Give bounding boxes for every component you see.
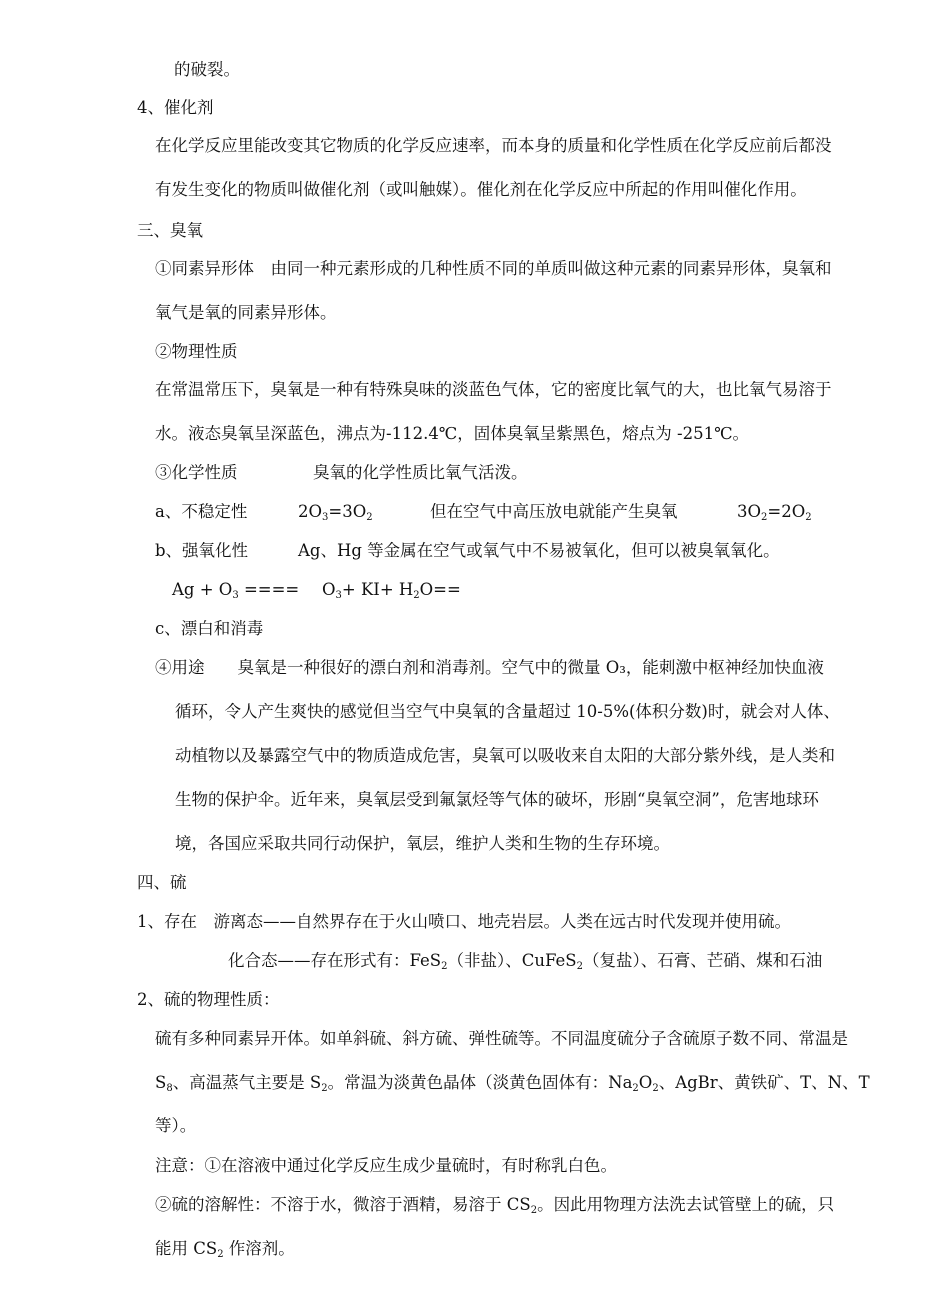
text-line: 的破裂。 [174,60,240,79]
subheading: ③化学性质 [155,463,238,482]
subheading: ②物理性质 [155,342,238,361]
text-line: 循环，令人产生爽快的感觉但当空气中臭氧的含量超过 10-5%(体积分数)时，就会对人体、 [175,702,840,721]
text-line: 生物的保护伞。近年来，臭氧层受到氟氯烃等气体的破坏，形剧“臭氧空洞”，危害地球环 [175,790,819,809]
section-heading: 2、硫的物理性质： [137,990,280,1009]
text-line: Ag、Hg 等金属在空气或氧气中不易被氧化，但可以被臭氧氧化。 [298,541,780,560]
text-line: 氧气是氧的同素异形体。 [155,303,337,322]
text-line: 但在空气中高压放电就能产生臭氧 [430,502,678,521]
text-line: ①同素异形体 由同一种元素形成的几种性质不同的单质叫做这种元素的同素异形体，臭氧和 [155,259,832,278]
text-line: 化合态——存在形式有：FeS$_2$（非盐）、CuFeS$_2$（复盐）、石膏、芒硝、煤和石油 [228,951,823,972]
equation: $2O_3=3O_2$ [298,502,373,523]
list-label: b、强氧化性 [155,541,249,560]
text-line: 能用 $CS_2$ 作溶剂。 [155,1239,295,1260]
text-line: 在常温常压下，臭氧是一种有特殊臭味的淡蓝色气体，它的密度比氧气的大，也比氧气易溶于 [155,380,832,399]
section-heading: 三、臭氧 [137,221,203,240]
text-line: 在化学反应里能改变其它物质的化学反应速率，而本身的质量和化学性质在化学反应前后都没 [155,136,832,155]
text-line: $S_8$、高温蒸气主要是 $S_2$。常温为淡黄色晶体（淡黄色固体有：$Na_2O_2$、AgBr、黄铁矿、T、N、T [155,1073,870,1094]
text-line: 注意：①在溶液中通过化学反应生成少量硫时，有时称乳白色。 [155,1156,617,1175]
section-heading: 四、硫 [137,873,187,892]
text-line: 有发生变化的物质叫做催化剂（或叫触媒）。催化剂在化学反应中所起的作用叫催化作用。 [155,180,807,199]
text-line: 水。液态臭氧呈深蓝色，沸点为-112.4℃，固体臭氧呈紫黑色，熔点为 -251℃。 [155,424,750,443]
list-label: a、不稳定性 [155,502,248,521]
equation: $3O_2=2O_2$ [737,502,812,523]
text-line: 动植物以及暴露空气中的物质造成危害，臭氧可以吸收来自太阳的大部分紫外线，是人类和 [175,746,835,765]
text-line: 硫有多种同素异开体。如单斜硫、斜方硫、弹性硫等。不同温度硫分子含硫原子数不同、常温是 [155,1029,848,1048]
equation: $Ag + O_3$ ==== [172,580,300,601]
section-heading: 4、催化剂 [137,98,214,117]
list-label: c、漂白和消毒 [155,619,264,638]
text-line: 臭氧的化学性质比氧气活泼。 [313,463,528,482]
text-line: 1、存在 游离态——自然界存在于火山喷口、地壳岩层。人类在远古时代发现并使用硫。 [137,912,791,931]
text-line: ④用途 臭氧是一种很好的漂白剂和消毒剂。空气中的微量 O₃，能刺激中枢神经加快血液 [155,658,824,677]
equation: $O_3+ KI+ H_2O==$ [322,580,461,601]
text-line: 境，各国应采取共同行动保护，氧层，维护人类和生物的生存环境。 [175,834,670,853]
text-line: 等）。 [155,1116,197,1135]
text-line: ②硫的溶解性：不溶于水，微溶于酒精，易溶于 $CS_2$。因此用物理方法洗去试管壁上的硫，只 [155,1195,835,1216]
